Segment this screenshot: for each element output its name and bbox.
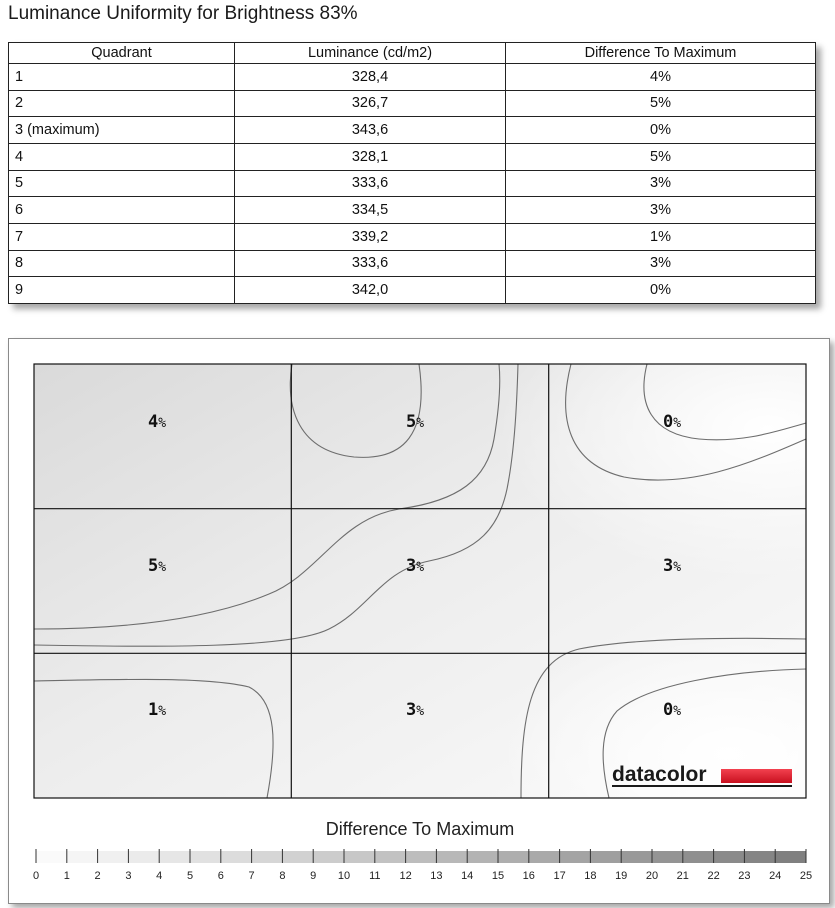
cell-difference: 4% — [506, 64, 816, 91]
cell-quadrant: 1 — [9, 64, 235, 91]
cell-difference: 5% — [506, 143, 816, 170]
cell-luminance: 328,1 — [235, 143, 506, 170]
brand-name: datacolor — [612, 763, 707, 786]
quadrant-label: 3% — [663, 556, 682, 576]
scale-tick-label: 2 — [94, 870, 101, 882]
luminance-table-container — [8, 42, 816, 304]
scale-swatch — [652, 851, 683, 863]
scale-swatch — [344, 851, 375, 863]
scale-swatch — [128, 851, 159, 863]
quadrant-label: 5% — [148, 556, 167, 576]
scale-tick-label: 14 — [461, 870, 474, 882]
luminance-table — [8, 42, 816, 304]
cell-luminance: 339,2 — [235, 223, 506, 250]
uniformity-map-panel — [8, 338, 830, 904]
quadrant-label: 5% — [406, 412, 425, 432]
scale-swatch — [190, 851, 221, 863]
column-header-luminance: Luminance (cd/m2) — [235, 43, 506, 64]
cell-quadrant: 6 — [9, 197, 235, 224]
cell-quadrant: 8 — [9, 250, 235, 277]
cell-luminance: 343,6 — [235, 117, 506, 144]
scale-swatch — [560, 851, 591, 863]
scale-swatch — [467, 851, 498, 863]
scale-swatch — [529, 851, 560, 863]
table-row — [9, 197, 816, 224]
page-title: Luminance Uniformity for Brightness 83% — [8, 3, 358, 24]
scale-tick-label: 3 — [125, 870, 132, 882]
scale-swatch — [67, 851, 98, 863]
scale-swatch — [282, 851, 313, 863]
quadrant-label: 4% — [148, 412, 167, 432]
cell-luminance: 334,5 — [235, 197, 506, 224]
cell-quadrant: 4 — [9, 143, 235, 170]
scale-tick-label: 11 — [369, 870, 381, 882]
cell-difference: 0% — [506, 277, 816, 304]
difference-scale — [33, 849, 812, 882]
brand-red-bar — [721, 769, 792, 783]
scale-tick-label: 18 — [584, 870, 597, 882]
scale-swatch — [98, 851, 129, 863]
table-row — [9, 90, 816, 117]
quadrant-label: 1% — [148, 700, 167, 720]
table-row — [9, 223, 816, 250]
scale-swatch — [221, 851, 252, 863]
cell-difference: 3% — [506, 250, 816, 277]
scale-swatch — [36, 851, 67, 863]
scale-tick-label: 1 — [63, 870, 70, 882]
cell-luminance: 326,7 — [235, 90, 506, 117]
cell-difference: 3% — [506, 197, 816, 224]
table-row — [9, 277, 816, 304]
scale-tick-label: 21 — [676, 870, 689, 882]
cell-quadrant: 9 — [9, 277, 235, 304]
table-row — [9, 143, 816, 170]
scale-tick-label: 13 — [430, 870, 443, 882]
scale-swatch — [714, 851, 745, 863]
cell-quadrant: 3 (maximum) — [9, 117, 235, 144]
scale-swatch — [590, 851, 621, 863]
scale-swatch — [159, 851, 190, 863]
scale-tick-label: 12 — [399, 870, 412, 882]
scale-tick-label: 19 — [615, 870, 628, 882]
scale-tick-label: 25 — [799, 870, 813, 882]
scale-tick-label: 15 — [491, 870, 505, 882]
scale-tick-label: 10 — [337, 870, 351, 882]
quadrant-label: 3% — [406, 556, 425, 576]
scale-tick-label: 24 — [769, 870, 782, 882]
cell-difference: 3% — [506, 170, 816, 197]
scale-swatch — [436, 851, 467, 863]
column-header-difference: Difference To Maximum — [506, 43, 816, 64]
table-row — [9, 170, 816, 197]
cell-luminance: 333,6 — [235, 170, 506, 197]
scale-tick-label: 6 — [217, 870, 224, 882]
cell-quadrant: 2 — [9, 90, 235, 117]
scale-tick-label: 4 — [156, 870, 163, 882]
scale-tick-label: 8 — [279, 870, 286, 882]
table-row — [9, 117, 816, 144]
cell-difference: 5% — [506, 90, 816, 117]
quadrant-label: 3% — [406, 700, 425, 720]
cell-quadrant: 7 — [9, 223, 235, 250]
scale-swatch — [621, 851, 652, 863]
table-row — [9, 64, 816, 91]
scale-tick-label: 16 — [522, 870, 535, 882]
quadrant-label: 0% — [663, 700, 682, 720]
scale-swatch — [313, 851, 344, 863]
scale-tick-label: 17 — [553, 870, 566, 882]
scale-swatch — [775, 851, 806, 863]
scale-tick-label: 5 — [186, 870, 194, 882]
cell-quadrant: 5 — [9, 170, 235, 197]
scale-swatch — [406, 851, 437, 863]
scale-swatch — [252, 851, 283, 863]
cell-difference: 1% — [506, 223, 816, 250]
scale-swatch — [744, 851, 775, 863]
scale-tick-label: 7 — [248, 870, 255, 882]
scale-title: Difference To Maximum — [325, 819, 515, 839]
scale-tick-label: 9 — [310, 870, 317, 882]
column-header-quadrant: Quadrant — [9, 43, 235, 64]
scale-swatch — [498, 851, 529, 863]
scale-tick-label: 0 — [32, 870, 40, 882]
scale-swatch — [683, 851, 714, 863]
table-row — [9, 250, 816, 277]
scale-tick-label: 20 — [645, 870, 659, 882]
quadrant-label: 0% — [663, 412, 682, 432]
scale-tick-label: 22 — [707, 870, 720, 882]
cell-luminance: 342,0 — [235, 277, 506, 304]
cell-luminance: 333,6 — [235, 250, 506, 277]
cell-luminance: 328,4 — [235, 64, 506, 91]
scale-tick-label: 23 — [738, 870, 751, 882]
cell-difference: 0% — [506, 117, 816, 144]
table-header-row — [9, 43, 816, 64]
scale-swatch — [375, 851, 406, 863]
